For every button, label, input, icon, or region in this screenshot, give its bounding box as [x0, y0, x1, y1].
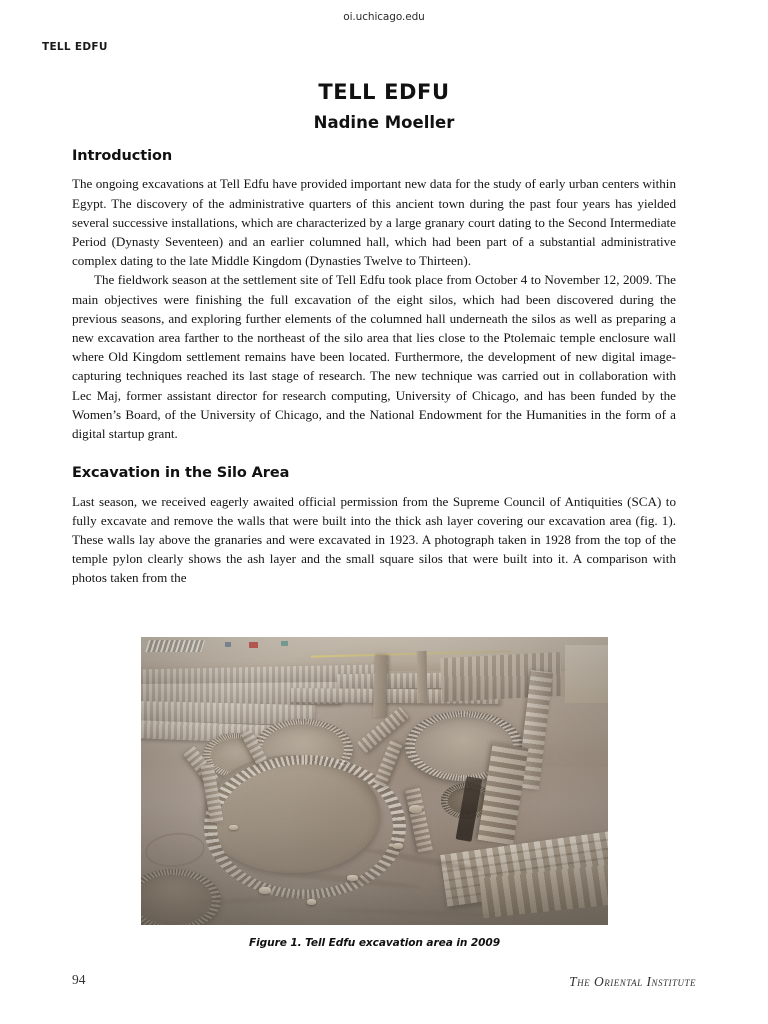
excavation-baulk [373, 655, 388, 717]
ground-surface-far-right [565, 645, 608, 703]
excavation-baulk [417, 651, 428, 703]
page-footer [0, 964, 768, 1024]
scattered-stone [409, 805, 422, 813]
ladder-equipment [145, 640, 205, 652]
figure-caption: Figure 1. Tell Edfu excavation area in 2009 [249, 937, 500, 949]
author-name: Nadine Moeller [313, 113, 455, 133]
page-number: 94 [72, 972, 86, 987]
page-title: TELL EDFU [318, 80, 450, 104]
article-body [72, 148, 676, 588]
section-heading-introduction: Introduction [72, 148, 173, 164]
paragraph: Last season, we received eagerly awaited official permission from the Supreme Council of Antiquities (SCA) to fully excavate and remove the walls that were built into the thick ash layer covering our excavation area (fig. 1). These walls lay above the granaries and were excavated in 1923. A photograph taken in 1928 from the top of the temple pylon clearly shows the ash layer and the small square silos that were built into it. A comparison with photos taken from the [72, 493, 676, 586]
excavation-photograph [141, 637, 608, 925]
site-marker-teal [281, 641, 288, 646]
running-head: TELL EDFU [42, 41, 108, 53]
site-marker-blue [225, 642, 231, 647]
scattered-stone [229, 825, 238, 830]
paragraph: The ongoing excavations at Tell Edfu have provided important new data for the study of early urban centers within Egypt. The discovery of the administrative quarters of this ancient town during the past four years has yielded several successive installations, which are characterized by a large granary court dating to the Second Intermediate Period (Dynasty Seventeen) and an earlier columned hall, which had been part of a substantial administrative complex dating to the late Middle Kingdom (Dynasties Twelve to Thirteen). [72, 176, 676, 269]
photo-scene [141, 637, 608, 925]
section-heading-excavation-silo-area: Excavation in the Silo Area [72, 465, 290, 482]
paragraph: The fieldwork season at the settlement site of Tell Edfu took place from October 4 to November 12, 2009. The main objectives were finishing the full excavation of the eight silos, which had been discovered during the previous seasons, and exploring further elements of the columned hall underneath the silos as well as preparing a new excavation area farther to the northeast of the silo area that lies close to the Ptolemaic temple enclosure wall where Old Kingdom settlement remains have been located. Furthermore, the development of new digital image-capturing techniques reached its last stage of research. The new technique was carried out in collaboration with Lec Maj, former assistant director for research computing, University of Chicago, and has been funded by the Women’s Board, of the University of Chicago, and the National Endowment for the Humanities in the form of a digital startup grant. [72, 272, 676, 442]
source-url-stamp: oi.uchicago.edu [343, 11, 425, 23]
figure-1 [141, 637, 608, 949]
scattered-stone [347, 875, 358, 881]
scattered-stone [259, 887, 271, 894]
scattered-stone [307, 899, 316, 905]
scattered-stone [393, 843, 403, 849]
site-marker-red [249, 642, 258, 648]
title-block [0, 80, 768, 133]
publisher-name: The Oriental Institute [569, 974, 696, 989]
